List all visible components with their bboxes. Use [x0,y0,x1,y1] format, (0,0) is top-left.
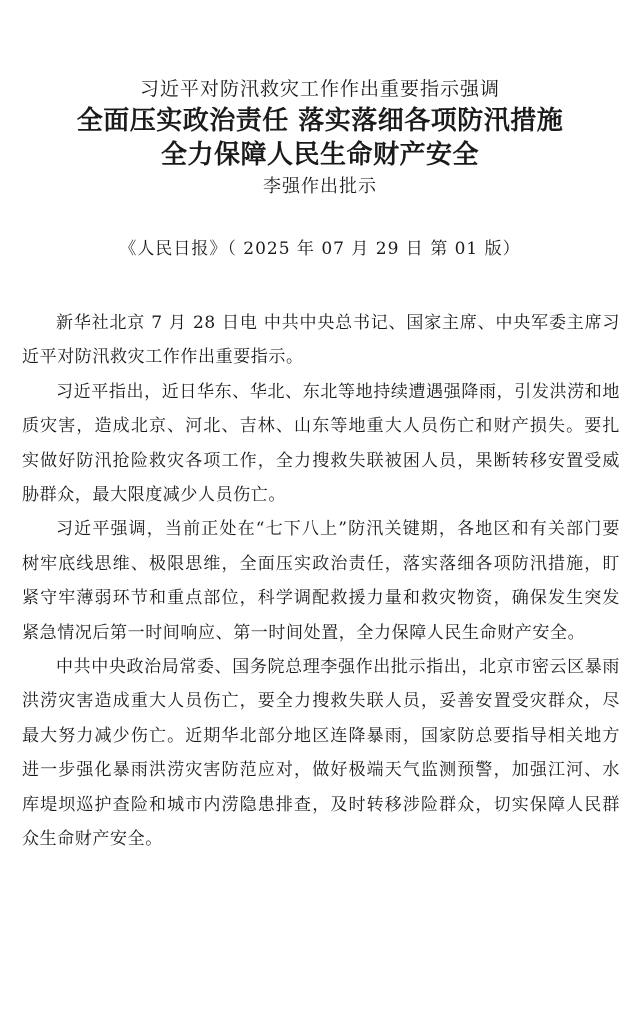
paragraph-4: 中共中央政治局常委、国务院总理李强作出批示指出，北京市密云区暴雨洪涝灾害造成重大人员伤亡，要全力搜救失联人员，妥善安置受灾群众，尽最大努力减少伤亡。近期华北部分地区连降暴雨，国家防总要指导相关地方进一步强化暴雨洪涝灾害防范应对，做好极端天气监测预警，加强江河、水库堤坝巡护查险和城市内涝隐患排查，及时转移涉险群众，切实保障人民群众生命财产安全。 [22,657,620,850]
paragraph-3: 习近平强调，当前正处在“七下八上”防汛关键期，各地区和有关部门要树牢底线思维、极限思维，全面压实政治责任，落实落细各项防汛措施，盯紧守牢薄弱环节和重点部位，科学调配救援力量和救灾物资，确保发生突发紧急情况后第一时间响应、第一时间处置，全力保障人民生命财产安全。 [22,519,620,643]
article-kicker: 习近平对防汛救灾工作作出重要指示强调 [139,78,500,100]
article-subhead: 李强作出批示 [263,176,377,197]
paragraph-2: 习近平指出，近日华东、华北、东北等地持续遭遇强降雨，引发洪涝和地质灾害，造成北京、河北、吉林、山东等地重大人员伤亡和财产损失。要扎实做好防汛抢险救灾各项工作，全力搜救失联被困人员，果断转移安置受威胁群众，最大限度减少人员伤亡。 [22,381,620,506]
publication-source: 《人民日报》（ 2025 年 07 月 29 日 第 01 版） [119,239,521,259]
article-body [22,306,620,857]
headline-line-1: 全面压实政治责任 落实落细各项防汛措施 [76,106,564,136]
paragraph-1: 新华社北京 7 月 28 日电 中共中央总书记、国家主席、中央军委主席习近平对防汛救灾工作作出重要指示。 [22,313,620,368]
headline-line-2: 全力保障人民生命财产安全 [160,140,479,170]
